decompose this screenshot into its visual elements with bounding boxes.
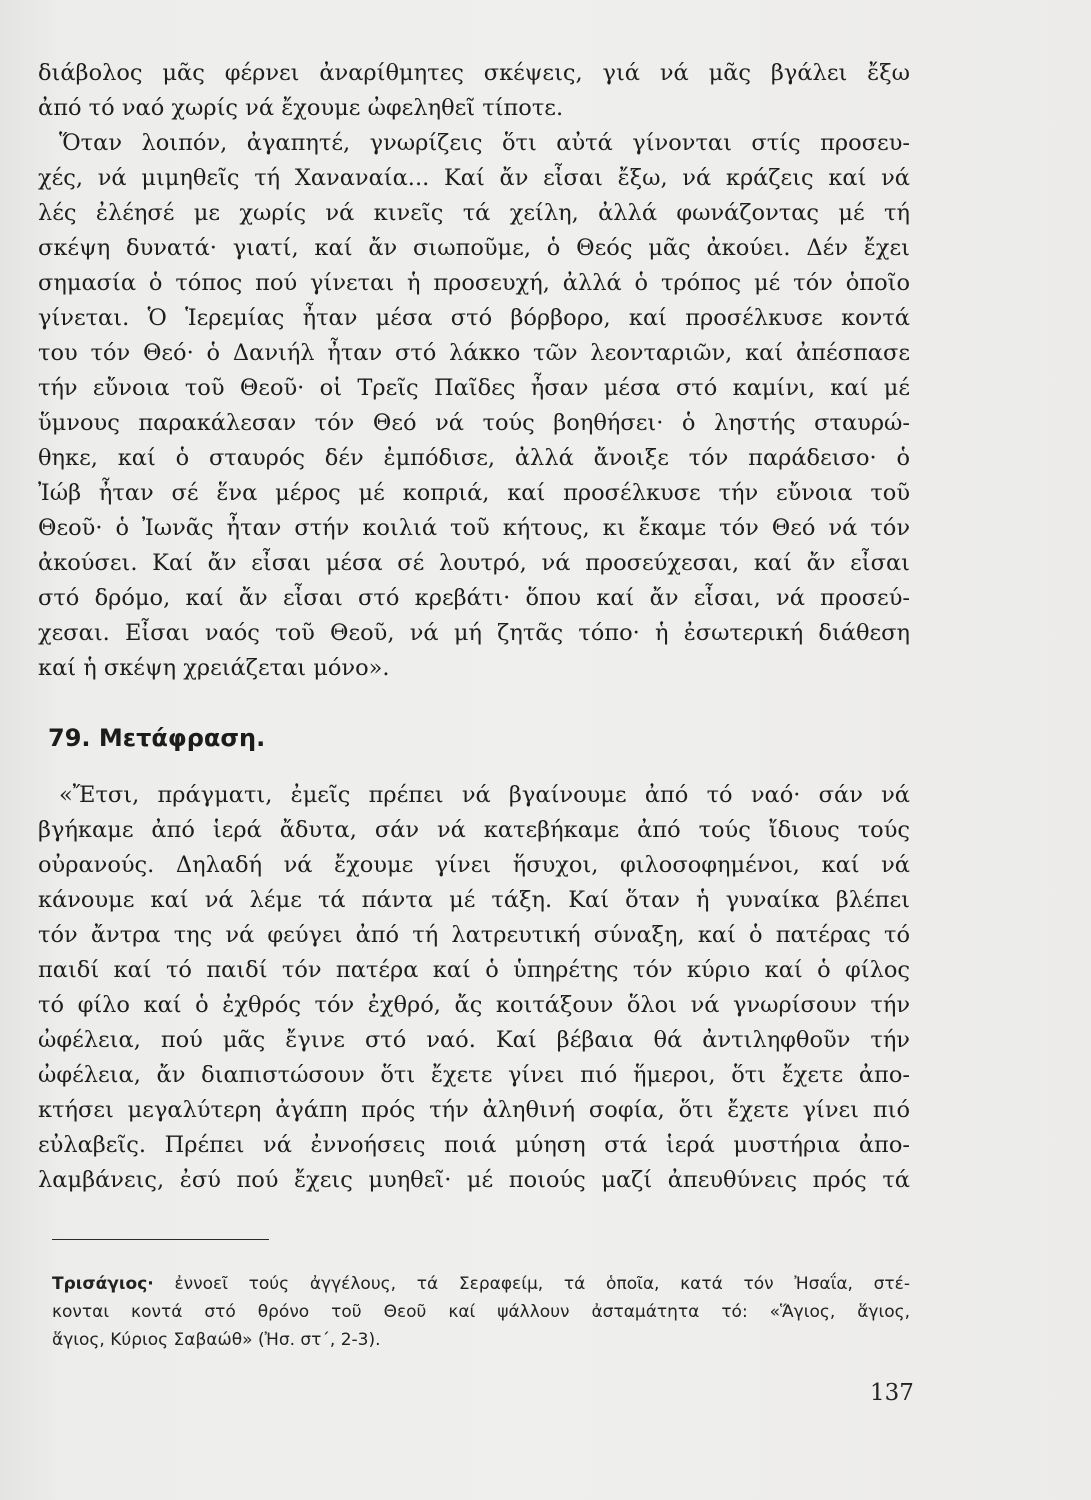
- text-line: θηκε, καί ὁ σταυρός δέν ἐμπόδισε, ἀλλά ἄνοιξε τόν παράδεισο· ὁ: [38, 445, 910, 471]
- text-line: γίνεται. Ὁ Ἱερεμίας ἦταν μέσα στό βόρβορο, καί προσέλκυσε κοντά: [38, 305, 910, 331]
- text-line: διάβολος μᾶς φέρνει ἀναρίθμητες σκέψεις, γιά νά μᾶς βγάλει ἔξω: [38, 60, 910, 86]
- footnote-line: [52, 1270, 910, 1298]
- section-heading: 79. Μετάφραση.: [48, 724, 266, 752]
- text-line: Ὅταν λοιπόν, ἀγαπητέ, γνωρίζεις ὅτι αὐτά γίνονται στίς προσευ-: [59, 130, 910, 156]
- text-line: ὠφέλεια, πού μᾶς ἔγινε στό ναό. Καί βέβαια θά ἀντιληφθοῦν τήν: [38, 1027, 910, 1053]
- text-line: λαμβάνεις, ἐσύ πού ἔχεις μυηθεῖ· μέ ποιούς μαζί ἀπευθύνεις πρός τά: [38, 1167, 910, 1193]
- text-line: του τόν Θεό· ὁ Δανιήλ ἦταν στό λάκκο τῶν λεονταριῶν, καί ἀπέσπασε: [38, 340, 910, 366]
- text-line: χεσαι. Εἶσαι ναός τοῦ Θεοῦ, νά μή ζητᾶς τόπο· ἡ ἐσωτερική διάθεση: [38, 620, 910, 646]
- text-line: τόν ἄντρα της νά φεύγει ἀπό τή λατρευτική σύναξη, καί ὁ πατέρας τό: [38, 922, 910, 948]
- text-line: στό δρόμο, καί ἄν εἶσαι στό κρεβάτι· ὅπου καί ἄν εἶσαι, νά προσεύ-: [38, 585, 910, 611]
- text-line: βγήκαμε ἀπό ἱερά ἄδυτα, σάν νά κατεβήκαμε ἀπό τούς ἴδιους τούς: [38, 817, 910, 843]
- text-line: ὕμνους παρακάλεσαν τόν Θεό νά τούς βοηθήσει· ὁ ληστής σταυρώ-: [38, 410, 910, 436]
- text-line: σκέψη δυνατά· γιατί, καί ἄν σιωποῦμε, ὁ Θεός μᾶς ἀκούει. Δέν ἔχει: [38, 235, 910, 261]
- footnote: [52, 1270, 910, 1354]
- text-line: κτήσει μεγαλύτερη ἀγάπη πρός τήν ἀληθινή σοφία, ὅτι ἔχετε γίνει πιό: [38, 1097, 910, 1123]
- text-line: χές, νά μιμηθεῖς τή Χαναναία... Καί ἄν εἶσαι ἔξω, νά κράζεις καί νά: [38, 165, 910, 191]
- text-line: «Ἔτσι, πράγματι, ἐμεῖς πρέπει νά βγαίνουμε ἀπό τό ναό· σάν νά: [59, 782, 910, 808]
- text-line: κάνουμε καί νά λέμε τά πάντα μέ τάξη. Καί ὅταν ἡ γυναίκα βλέπει: [38, 887, 910, 913]
- text-line: σημασία ὁ τόπος πού γίνεται ἡ προσευχή, ἀλλά ὁ τρόπος μέ τόν ὁποῖο: [38, 270, 910, 296]
- text-line: εὐλαβεῖς. Πρέπει νά ἐννοήσεις ποιά μύηση στά ἱερά μυστήρια ἀπο-: [38, 1132, 910, 1158]
- footnote-text: ἐννοεῖ τούς ἀγγέλους, τά Σεραφείμ, τά ὁποῖα, κατά τόν Ἠσαΐα, στέ-: [153, 1274, 910, 1294]
- footnote-line: ἅγιος, Κύριος Σαβαώθ» (Ἠσ. στ΄, 2-3).: [52, 1330, 381, 1350]
- text-line: Θεοῦ· ὁ Ἰωνᾶς ἦταν στήν κοιλιά τοῦ κήτους, κι ἔκαμε τόν Θεό νά τόν: [38, 515, 910, 541]
- footnote-separator: [52, 1239, 269, 1240]
- text-line: ὠφέλεια, ἄν διαπιστώσουν ὅτι ἔχετε γίνει πιό ἥμεροι, ὅτι ἔχετε ἀπο-: [38, 1062, 910, 1088]
- text-line: οὐρανούς. Δηλαδή νά ἔχουμε γίνει ἥσυχοι, φιλοσοφημένοι, καί νά: [38, 852, 910, 878]
- text-line: ἀπό τό ναό χωρίς νά ἔχουμε ὠφεληθεῖ τίποτε.: [38, 95, 564, 121]
- paragraph-prayer-anywhere: [38, 126, 910, 686]
- text-line: παιδί καί τό παιδί τόν πατέρα καί ὁ ὑπηρέτης τόν κύριο καί ὁ φίλος: [38, 957, 910, 983]
- footnote-term: Τρισάγιος·: [52, 1274, 154, 1294]
- text-line: τήν εὔνοια τοῦ Θεοῦ· οἱ Τρεῖς Παῖδες ἦσαν μέσα στό καμίνι, καί μέ: [38, 375, 910, 401]
- page-number: 137: [870, 1380, 914, 1406]
- footnote-line: κονται κοντά στό θρόνο τοῦ Θεοῦ καί ψάλλουν ἀσταμάτητα τό: «Ἅγιος, ἅγιος,: [52, 1302, 910, 1322]
- text-line: ἀκούσει. Καί ἄν εἶσαι μέσα σέ λουτρό, νά προσεύχεσαι, καί ἄν εἶσαι: [38, 550, 910, 576]
- text-line: λές ἐλέησέ με χωρίς νά κινεῖς τά χείλη, ἀλλά φωνάζοντας μέ τή: [38, 200, 910, 226]
- paragraph-continuation: [38, 56, 910, 126]
- text-line: καί ἡ σκέψη χρειάζεται μόνο».: [38, 655, 390, 681]
- paragraph-translation: [38, 778, 910, 1198]
- text-line: τό φίλο καί ὁ ἐχθρός τόν ἐχθρό, ἄς κοιτάξουν ὅλοι νά γνωρίσουν τήν: [38, 992, 910, 1018]
- text-line: Ἰώβ ἦταν σέ ἕνα μέρος μέ κοπριά, καί προσέλκυσε τήν εὔνοια τοῦ: [38, 480, 910, 506]
